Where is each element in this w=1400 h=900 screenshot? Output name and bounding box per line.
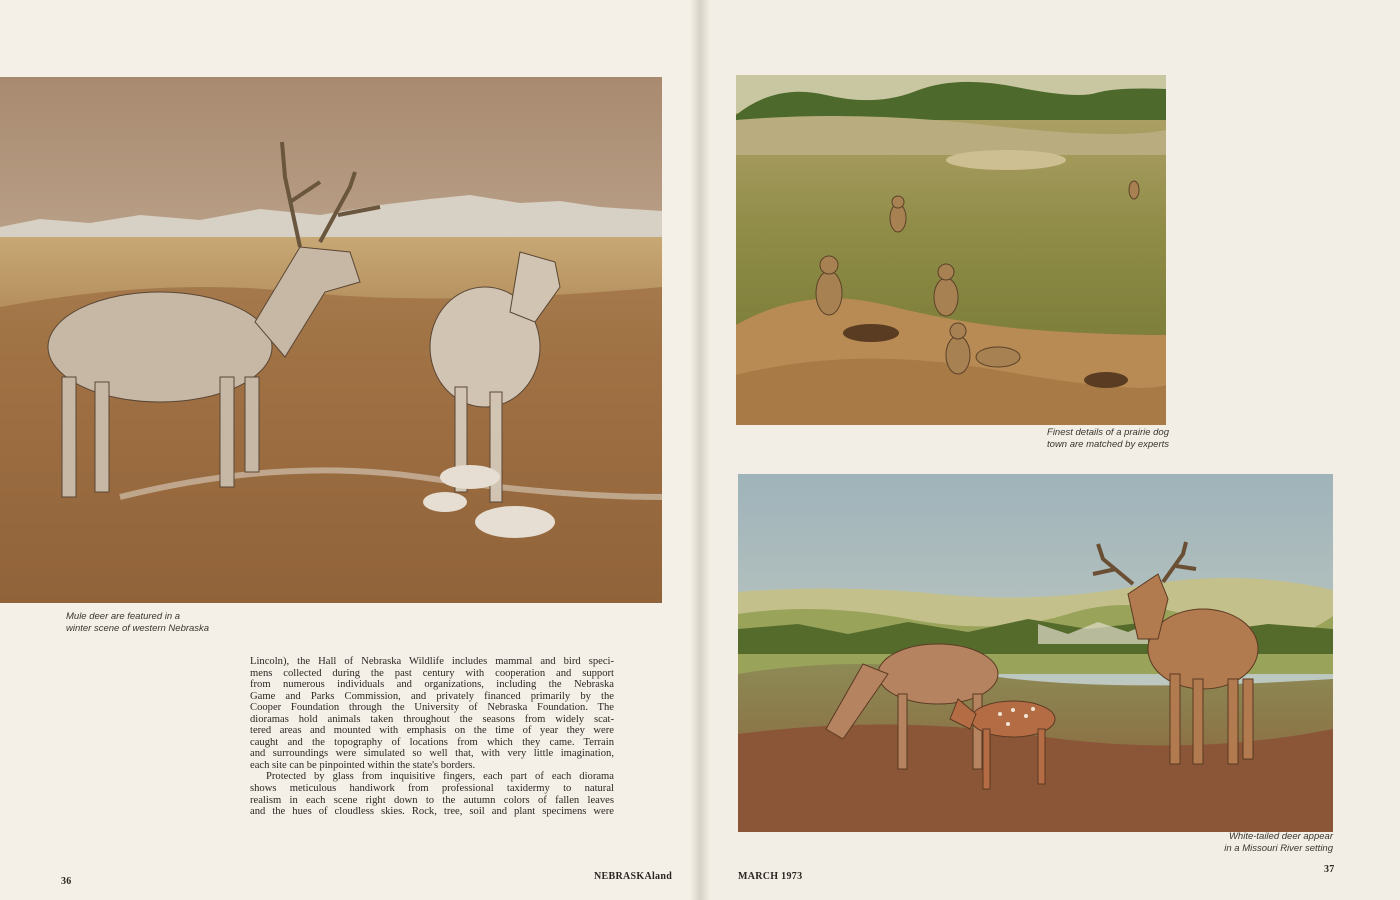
body-line: Cooper Foundation through the University of Nebraska Foundation. The	[250, 702, 614, 714]
body-line: shows meticulous handiwork from professional taxidermy to natural	[250, 783, 614, 795]
issue-date: MARCH 1973	[738, 871, 803, 882]
body-line: Game and Parks Commission, and privately financed primarily by the	[250, 690, 614, 702]
body-line: Lincoln), the Hall of Nebraska Wildlife includes mammal and bird speci-	[250, 656, 614, 667]
prairie-dog-illustration	[736, 75, 1166, 425]
page-number-left: 36	[61, 876, 72, 887]
body-line: and the hues of cloudless skies. Rock, tree, soil and plant specimens were	[250, 806, 614, 818]
caption-line: in a Missouri River setting	[1224, 842, 1333, 854]
body-line: tered areas and mounted with emphasis on the time of year they were	[250, 725, 614, 737]
mule-deer-photo	[0, 77, 662, 603]
page-gutter	[690, 0, 710, 900]
prairie-dog-caption	[1047, 427, 1169, 450]
page-number-right: 37	[1324, 864, 1335, 875]
caption-line: White-tailed deer appear	[1228, 831, 1333, 842]
white-tailed-deer-illustration	[738, 474, 1333, 832]
body-line: dioramas hold animals taken throughout the seasons from widely scat-	[250, 713, 614, 725]
white-tailed-deer-caption	[1224, 831, 1333, 854]
caption-line: Finest details of a prairie dog	[1047, 427, 1169, 438]
mule-deer-caption	[66, 611, 209, 634]
right-page	[700, 0, 1400, 900]
body-line: and surroundings were simulated so well that, with very little imagination,	[250, 748, 614, 760]
prairie-dog-photo	[736, 75, 1166, 425]
body-line: realism in each scene right down to the autumn colors of fallen leaves	[250, 794, 614, 806]
caption-line: town are matched by experts	[1047, 438, 1169, 450]
body-line: each site can be pinpointed within the state's borders.	[250, 759, 476, 771]
body-line: from numerous individuals and organizations, including the Nebraska	[250, 679, 614, 691]
mule-deer-illustration	[0, 77, 662, 603]
body-line: Protected by glass from inquisitive fingers, each part of each diorama	[266, 771, 614, 783]
article-body-text	[250, 656, 614, 818]
body-line: caught and the topography of locations from which they came. Terrain	[250, 736, 614, 748]
body-line: mens collected during the past century with cooperation and support	[250, 667, 614, 679]
white-tailed-deer-photo	[738, 474, 1333, 832]
caption-line: winter scene of western Nebraska	[66, 622, 210, 634]
magazine-name: NEBRASKAland	[594, 871, 673, 882]
caption-line: Mule deer are featured in a	[66, 611, 181, 622]
